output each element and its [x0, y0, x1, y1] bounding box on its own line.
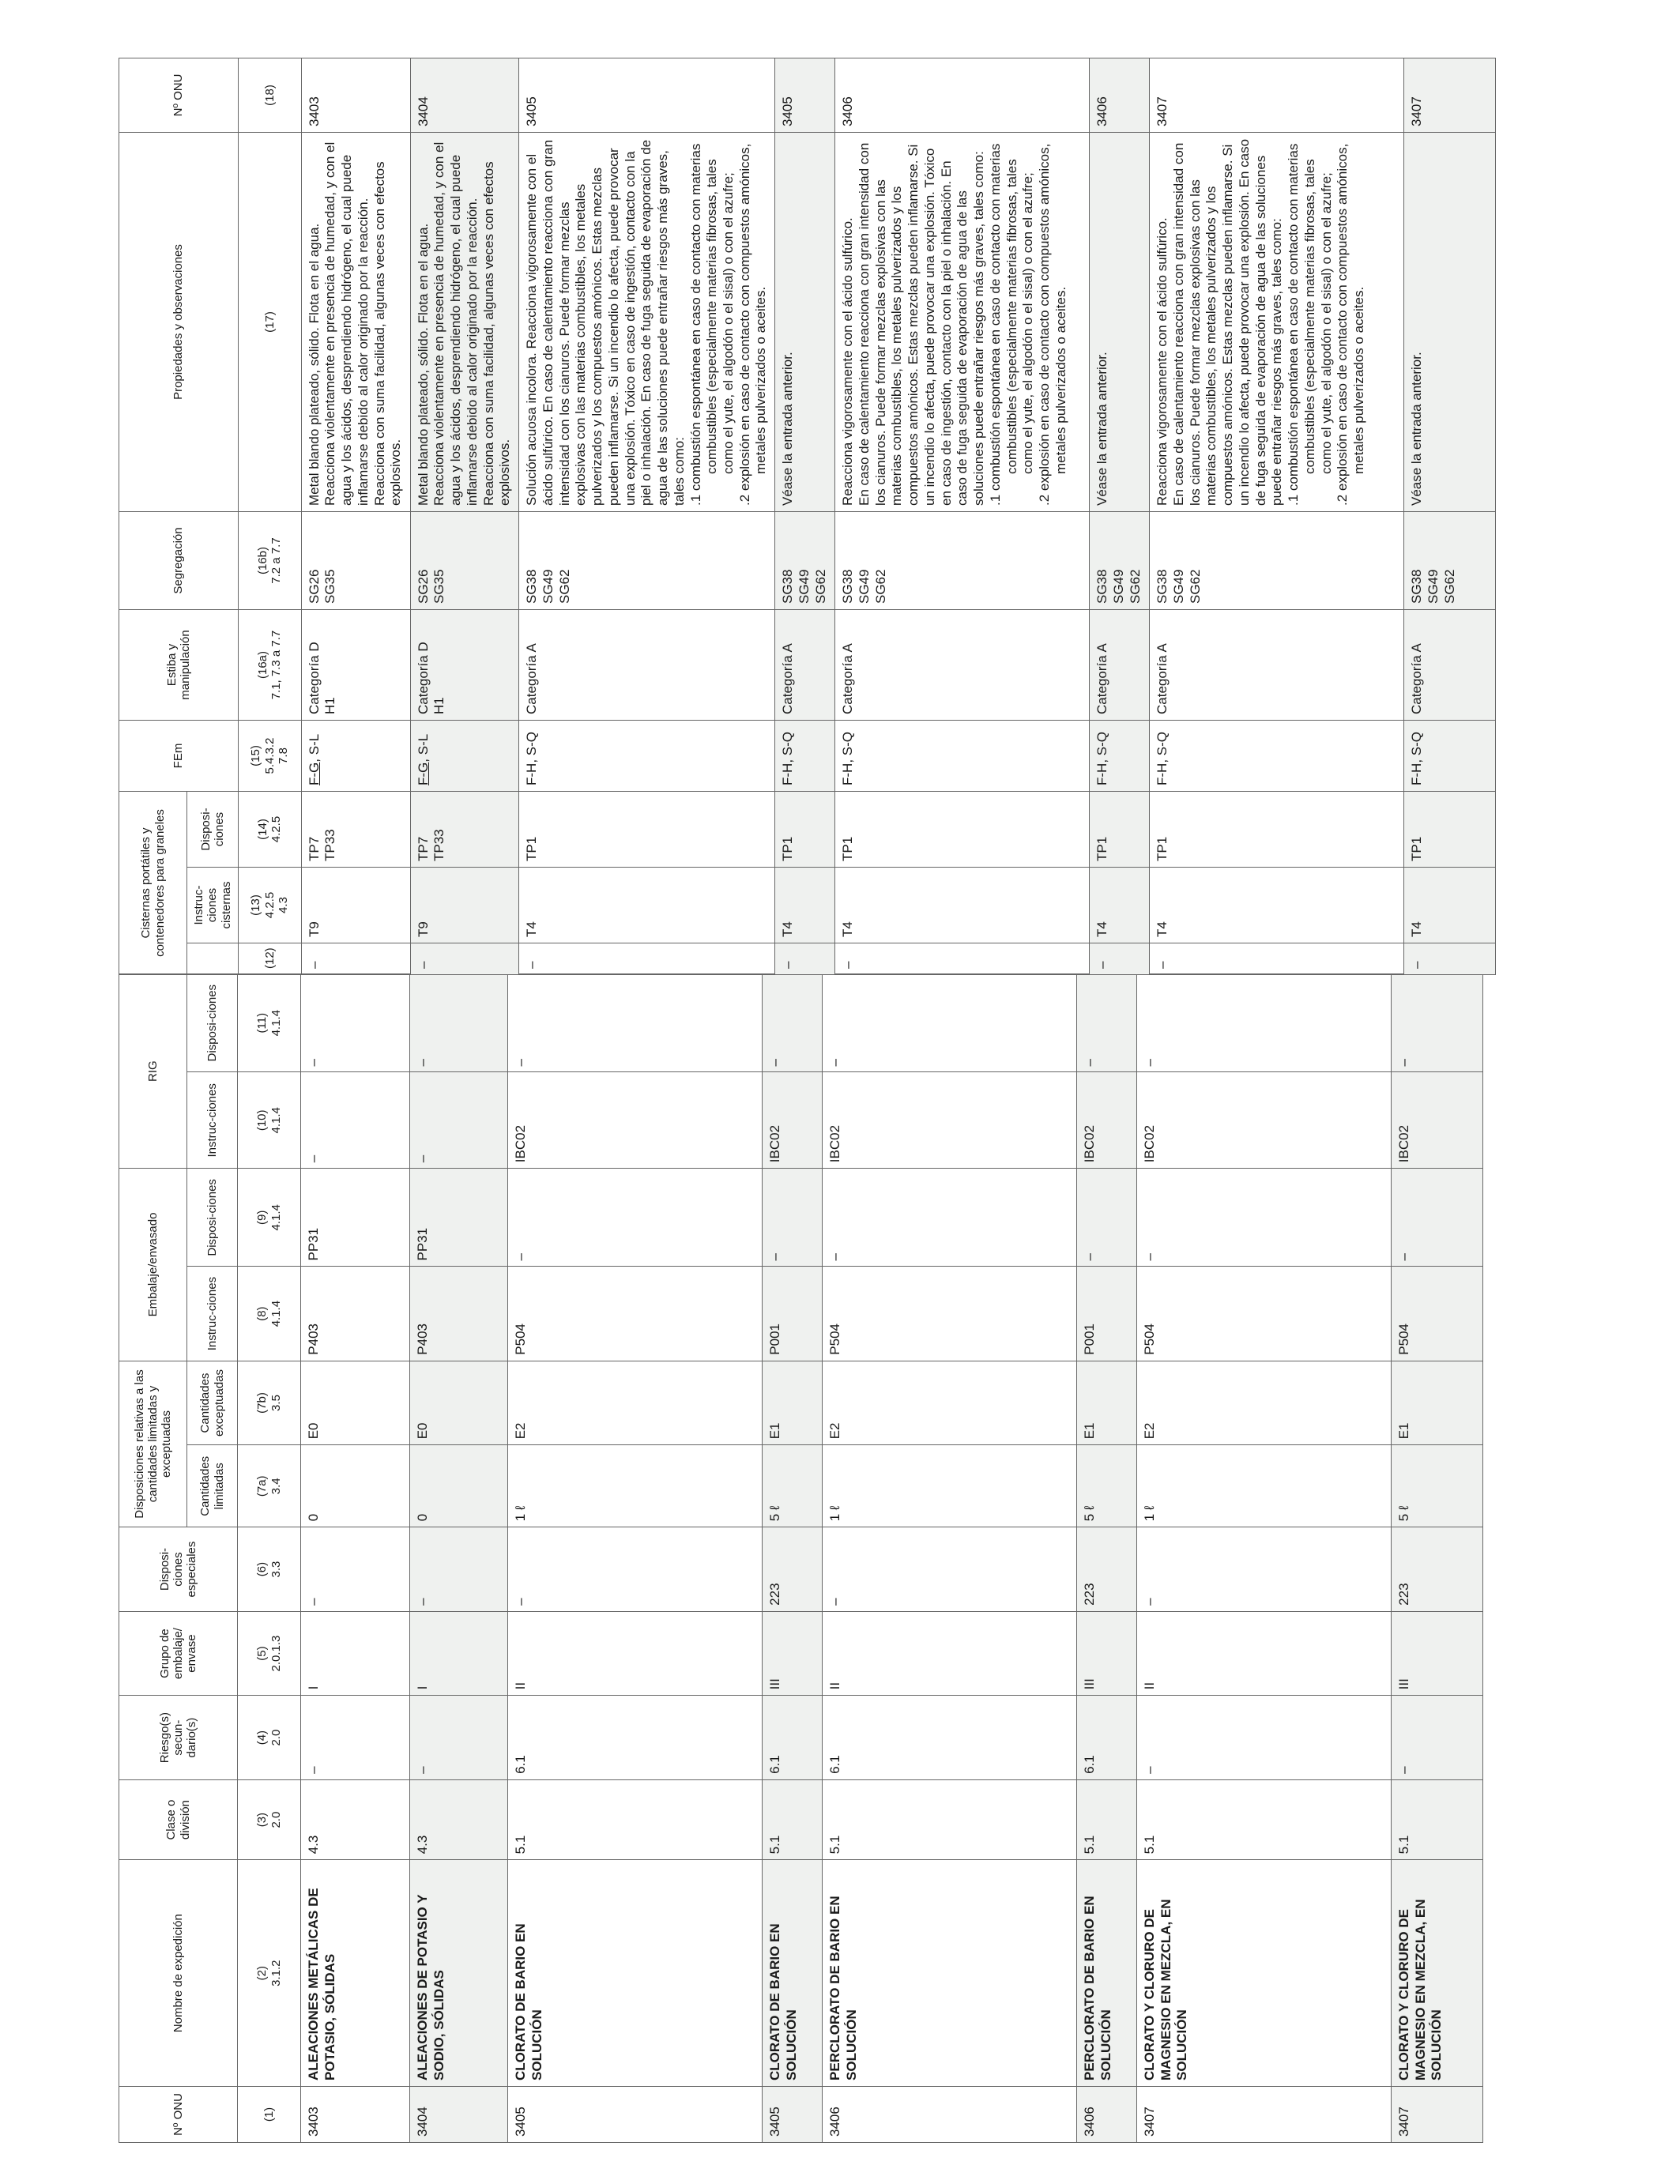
un-number-right-cell: 3405: [519, 58, 775, 133]
column-number: (9) 4.1.4: [238, 1169, 301, 1267]
segregation-cell: SG38 SG49 SG62: [835, 512, 1090, 610]
properties-cell: [301, 133, 410, 512]
ibc-instruction-cell: IBC02: [1077, 1072, 1137, 1169]
header-ibc-group: RIG: [119, 974, 187, 1169]
packing-instruction-cell: P403: [410, 1267, 508, 1361]
excepted-quantity-cell: E0: [301, 1361, 410, 1445]
column-number: (2) 3.1.2: [238, 1860, 301, 2087]
header-special-provisions: Disposi-ciones especiales: [119, 1527, 238, 1612]
packing-instruction-cell: P001: [763, 1267, 823, 1361]
packing-provision-cell: –: [508, 1169, 763, 1267]
excepted-quantity-cell: E1: [763, 1361, 823, 1445]
column-number: (7b) 3.5: [238, 1361, 301, 1445]
ibc-provision-cell: –: [1077, 974, 1137, 1072]
class-cell: 4.3: [301, 1779, 410, 1859]
properties-paragraph: En caso de calentamiento reacciona con gran intensidad con los cianuros. Puede formar mezclas explosivas con las materias combustibles, los metales pulverizados y los compuestos amónicos. Estas mezclas pueden inflamarse. Si un incendio lo afecta, puede provocar una explosión. En caso de fuga seguida de evaporación de agua de las soluciones puede entrañar riesgos más graves, tales como:: [1170, 138, 1285, 506]
ibc-instruction-cell: IBC02: [508, 1072, 763, 1169]
properties-cell: [1090, 133, 1150, 512]
subsidiary-risk-cell: 6.1: [1077, 1696, 1137, 1780]
limited-quantity-cell: 0: [301, 1445, 410, 1527]
column-number: (7a) 3.4: [238, 1445, 301, 1527]
table-row: [1090, 58, 1150, 975]
packing-provision-cell: PP31: [410, 1169, 508, 1267]
special-provisions-cell: –: [410, 1527, 508, 1612]
shipping-name-cell: CLORATO DE BARIO EN SOLUCIÓN: [508, 1860, 763, 2087]
ems-fire-code: F-G: [415, 762, 431, 785]
column-number: (16a) 7.1, 7.3 a 7.7: [238, 610, 301, 721]
column-number: (1): [238, 2086, 301, 2142]
properties-paragraph: Véase la entrada anterior.: [1409, 352, 1425, 506]
packing-provision-cell: PP31: [301, 1169, 410, 1267]
stowage-cell: Categoría A: [1090, 610, 1150, 721]
table-row: [301, 58, 410, 975]
tank-instruction-cell: T9: [301, 868, 410, 943]
column-number: (14) 4.2.5: [238, 792, 301, 868]
excepted-quantity-cell: E0: [410, 1361, 508, 1445]
packing-provision-cell: –: [1077, 1169, 1137, 1267]
properties-paragraph: .2 explosión en caso de contacto con compuestos amónicos, metales pulverizados o aceites.: [1335, 143, 1366, 506]
stowage-cell: Categoría A: [1150, 610, 1404, 721]
table-row: [410, 974, 508, 2143]
ibc-provision-cell: –: [301, 974, 410, 1072]
packing-provision-cell: –: [1392, 1169, 1483, 1267]
special-provisions-cell: 223: [763, 1527, 823, 1612]
subsidiary-risk-cell: –: [410, 1696, 508, 1780]
class-cell: 5.1: [1392, 1779, 1483, 1859]
subsidiary-risk-cell: 6.1: [508, 1696, 763, 1780]
properties-paragraph: Solución acuosa incolora. Reacciona vigorosamente con el ácido sulfúrico. En caso de calentamiento reacciona con gran intensidad con los cianuros. Puede formar mezclas explosivas con las materias combustibles, los metales pulverizados y los compuestos amónicos. Estas mezclas pueden inflamarse. Si un incendio lo afecta, puede provocar una explosión. Tóxico en caso de ingestión, contacto con la piel o inhalación. En caso de fuga seguida de evaporación de agua de las soluciones puede entrañar riesgos más graves, tales como:: [524, 139, 687, 506]
ems-cell: [1404, 721, 1496, 792]
special-provisions-cell: –: [301, 1527, 410, 1612]
packing-group-cell: I: [301, 1611, 410, 1696]
special-provisions-cell: –: [1137, 1527, 1392, 1612]
ems-spill-code: F-H, S-Q: [1094, 732, 1110, 785]
un-number-cell: 3407: [1137, 2086, 1392, 2142]
shipping-name-cell: PERCLORATO DE BARIO EN SOLUCIÓN: [823, 1860, 1077, 2087]
segregation-cell: SG38 SG49 SG62: [1150, 512, 1404, 610]
header-excepted-quantities: Cantidades exceptuadas: [187, 1361, 238, 1445]
ems-cell: [1150, 721, 1404, 792]
header-shipping-name: Nombre de expedición: [119, 1860, 238, 2087]
un-number-cell: 3407: [1392, 2086, 1483, 2142]
header-ibc-provisions: Disposi-ciones: [187, 974, 238, 1072]
class-cell: 5.1: [1077, 1779, 1137, 1859]
un-number-cell: 3405: [508, 2086, 763, 2142]
un-number-right-cell: 3406: [835, 58, 1090, 133]
segregation-cell: SG26 SG35: [301, 512, 410, 610]
column-number: (13) 4.2.5 4.3: [238, 868, 301, 943]
header-limited-quantities: Cantidades limitadas: [187, 1445, 238, 1527]
table-row: [1137, 974, 1392, 2143]
limited-quantity-cell: 1 ℓ: [823, 1445, 1077, 1527]
properties-cell: [1150, 133, 1404, 512]
un-number-cell: 3404: [410, 2086, 508, 2142]
table-row: [1150, 58, 1404, 975]
ibc-provision-cell: –: [1392, 974, 1483, 1072]
special-provisions-cell: 223: [1077, 1527, 1137, 1612]
ems-cell: [1090, 721, 1150, 792]
ems-spill-code: , S-L: [415, 733, 431, 763]
table-row: [835, 58, 1090, 975]
un-number-right-cell: 3403: [301, 58, 410, 133]
properties-paragraph: Reacciona violentamente en presencia de humedad, y con el agua y los ácidos, desprendiendo hidrógeno, el cual puede inflamarse debido al calor originado por la reacción. Reacciona con suma facilidad, algunas veces con efectos explosivos.: [431, 141, 513, 506]
properties-paragraph: .1 combustión espontánea en caso de contacto con materias combustibles (especialmente materias fibrosas, tales como el yute, el algodón o el sisal) o con el azufre;: [1286, 143, 1334, 506]
ems-fire-code: F-G: [306, 762, 322, 785]
excepted-quantity-cell: E2: [508, 1361, 763, 1445]
properties-paragraph: .1 combustión espontánea en caso de contacto con materias combustibles (especialmente materias fibrosas, tales como el yute, el algodón o el sisal) o con el azufre;: [987, 143, 1036, 506]
ems-cell: [775, 721, 835, 792]
header-un-number-right: Nº ONU: [119, 58, 239, 133]
table-row: [519, 58, 775, 975]
header-segregation: Segregación: [119, 512, 239, 610]
column-number: (16b) 7.2 a 7.7: [238, 512, 301, 610]
column-number: (3) 2.0: [238, 1779, 301, 1859]
packing-instruction-cell: P504: [1392, 1267, 1483, 1361]
tank-provision-cell: TP1: [519, 792, 775, 868]
limited-quantity-cell: 5 ℓ: [1077, 1445, 1137, 1527]
shipping-name-cell: ALEACIONES METÁLICAS DE POTASIO, SÓLIDAS: [301, 1860, 410, 2087]
header-packing-provisions: Disposi-ciones: [187, 1169, 238, 1267]
ems-cell: [301, 721, 410, 792]
table-row: [1404, 58, 1496, 975]
un-number-right-cell: 3406: [1090, 58, 1150, 133]
table-row: [1392, 974, 1483, 2143]
un-number-cell: 3405: [763, 2086, 823, 2142]
table-row: [410, 58, 518, 975]
class-cell: 5.1: [1137, 1779, 1392, 1859]
ems-spill-code: F-H, S-Q: [524, 732, 540, 785]
shipping-name-cell: ALEACIONES DE POTASIO Y SODIO, SÓLIDAS: [410, 1860, 508, 2087]
tank-blank-cell: –: [410, 943, 518, 975]
subsidiary-risk-cell: 6.1: [823, 1696, 1077, 1780]
header-limited-excepted-group: Disposiciones relativas a las cantidades limitadas y exceptuadas: [119, 1361, 187, 1527]
packing-group-cell: II: [823, 1611, 1077, 1696]
header-un-number: Nº ONU: [119, 2086, 238, 2142]
properties-paragraph: Véase la entrada anterior.: [1094, 352, 1110, 506]
ibc-provision-cell: –: [763, 974, 823, 1072]
tank-blank-cell: –: [519, 943, 775, 975]
ems-spill-code: F-H, S-Q: [780, 732, 796, 785]
class-cell: 5.1: [763, 1779, 823, 1859]
table-row: [1077, 974, 1137, 2143]
packing-group-cell: III: [1392, 1611, 1483, 1696]
tank-provision-cell: TP1: [1404, 792, 1496, 868]
un-number-cell: 3406: [1077, 2086, 1137, 2142]
properties-paragraph: .2 explosión en caso de contacto con compuestos amónicos, metales pulverizados o aceites.: [736, 143, 769, 506]
limited-quantity-cell: 1 ℓ: [508, 1445, 763, 1527]
excepted-quantity-cell: E2: [823, 1361, 1077, 1445]
segregation-cell: SG38 SG49 SG62: [775, 512, 835, 610]
packing-group-cell: I: [410, 1611, 508, 1696]
header-stowage: Estiba y manipulación: [119, 610, 239, 721]
un-number-right-cell: 3405: [775, 58, 835, 133]
properties-paragraph: Metal blando plateado, sólido. Flota en el agua.: [306, 223, 322, 506]
column-number: (8) 4.1.4: [238, 1267, 301, 1361]
packing-group-cell: III: [763, 1611, 823, 1696]
header-subsidiary-risk: Riesgo(s) secun-dario(s): [119, 1696, 238, 1780]
column-number: (12): [238, 943, 301, 975]
ems-spill-code: , S-L: [306, 733, 322, 763]
packing-provision-cell: –: [1137, 1169, 1392, 1267]
header-packing-group: Grupo de embalaje/ envase: [119, 1611, 238, 1696]
tank-provision-cell: TP1: [1090, 792, 1150, 868]
properties-cell: [775, 133, 835, 512]
limited-quantity-cell: 5 ℓ: [1392, 1445, 1483, 1527]
column-number: (6) 3.3: [238, 1527, 301, 1612]
properties-paragraph: Reacciona vigorosamente con el ácido sulfúrico.: [1155, 217, 1170, 506]
special-provisions-cell: –: [508, 1527, 763, 1612]
tank-provision-cell: TP7 TP33: [410, 792, 518, 868]
packing-group-cell: II: [508, 1611, 763, 1696]
table-row: [763, 974, 823, 2143]
class-cell: 5.1: [823, 1779, 1077, 1859]
header-ems: FEm: [119, 721, 239, 792]
header-class: Clase o división: [119, 1779, 238, 1859]
column-number: (4) 2.0: [238, 1696, 301, 1780]
limited-quantity-cell: 0: [410, 1445, 508, 1527]
stowage-cell: Categoría A: [835, 610, 1090, 721]
column-number: (18): [238, 58, 301, 133]
excepted-quantity-cell: E1: [1077, 1361, 1137, 1445]
table-row: [508, 974, 763, 2143]
class-cell: 5.1: [508, 1779, 763, 1859]
stowage-cell: Categoría A: [519, 610, 775, 721]
column-number: (10) 4.1.4: [238, 1072, 301, 1169]
packing-instruction-cell: P403: [301, 1267, 410, 1361]
packing-group-cell: III: [1077, 1611, 1137, 1696]
tank-blank-cell: –: [775, 943, 835, 975]
header-tank-group: Cisternas portátiles y contenedores para graneles: [119, 792, 187, 975]
table-row: [301, 974, 410, 2143]
tank-provision-cell: TP7 TP33: [301, 792, 410, 868]
tank-blank-cell: –: [1404, 943, 1496, 975]
ibc-instruction-cell: –: [301, 1072, 410, 1169]
column-number: (15) 5.4.3.2 7.8: [238, 721, 301, 792]
stowage-cell: Categoría D H1: [301, 610, 410, 721]
header-tank-instructions: Instruc-ciones cisternas: [187, 868, 239, 943]
subsidiary-risk-cell: –: [1137, 1696, 1392, 1780]
ems-cell: [519, 721, 775, 792]
header-blank-12: [187, 943, 239, 975]
limited-quantity-cell: 5 ℓ: [763, 1445, 823, 1527]
header-tank-provisions: Disposi-ciones: [187, 792, 239, 868]
tank-blank-cell: –: [835, 943, 1090, 975]
tank-instruction-cell: T4: [775, 868, 835, 943]
packing-group-cell: II: [1137, 1611, 1392, 1696]
tank-instruction-cell: T4: [1150, 868, 1404, 943]
special-provisions-cell: 223: [1392, 1527, 1483, 1612]
column-number: (17): [238, 133, 301, 512]
tank-instruction-cell: T4: [1404, 868, 1496, 943]
shipping-name-cell: PERCLORATO DE BARIO EN SOLUCIÓN: [1077, 1860, 1137, 2087]
subsidiary-risk-cell: –: [1392, 1696, 1483, 1780]
properties-paragraph: .1 combustión espontánea en caso de contacto con materias combustibles (especialmente materias fibrosas, tales como el yute, el algodón o el sisal) o con el azufre;: [687, 143, 736, 506]
ibc-provision-cell: –: [823, 974, 1077, 1072]
limited-quantity-cell: 1 ℓ: [1137, 1445, 1392, 1527]
subsidiary-risk-cell: –: [301, 1696, 410, 1780]
excepted-quantity-cell: E1: [1392, 1361, 1483, 1445]
header-properties: Propiedades y observaciones: [119, 133, 239, 512]
packing-provision-cell: –: [823, 1169, 1077, 1267]
un-number-right-cell: 3404: [410, 58, 518, 133]
segregation-cell: SG26 SG35: [410, 512, 518, 610]
tank-blank-cell: –: [301, 943, 410, 975]
properties-paragraph: .2 explosión en caso de contacto con compuestos amónicos, metales pulverizados o aceites.: [1036, 143, 1068, 506]
stowage-cell: Categoría A: [1404, 610, 1496, 721]
tank-instruction-cell: T4: [1090, 868, 1150, 943]
table-row: [823, 974, 1077, 2143]
tank-instruction-cell: T9: [410, 868, 518, 943]
shipping-name-cell: CLORATO DE BARIO EN SOLUCIÓN: [763, 1860, 823, 2087]
packing-instruction-cell: P504: [823, 1267, 1077, 1361]
ibc-instruction-cell: IBC02: [763, 1072, 823, 1169]
dangerous-goods-table-right: [119, 58, 1496, 975]
properties-cell: [519, 133, 775, 512]
properties-cell: [410, 133, 518, 512]
excepted-quantity-cell: E2: [1137, 1361, 1392, 1445]
ibc-instruction-cell: IBC02: [1137, 1072, 1392, 1169]
tank-blank-cell: –: [1090, 943, 1150, 975]
un-number-right-cell: 3407: [1150, 58, 1404, 133]
packing-instruction-cell: P504: [1137, 1267, 1392, 1361]
tank-provision-cell: TP1: [1150, 792, 1404, 868]
shipping-name-cell: CLORATO Y CLORURO DE MAGNESIO EN MEZCLA, EN SOLUCIÓN: [1137, 1860, 1392, 2087]
ems-cell: [410, 721, 518, 792]
column-number: (11) 4.1.4: [238, 974, 301, 1072]
special-provisions-cell: –: [823, 1527, 1077, 1612]
ibc-instruction-cell: IBC02: [1392, 1072, 1483, 1169]
segregation-cell: SG38 SG49 SG62: [1404, 512, 1496, 610]
header-packing-group-label: Embalaje/envasado: [119, 1169, 187, 1361]
packing-instruction-cell: P504: [508, 1267, 763, 1361]
tank-provision-cell: TP1: [775, 792, 835, 868]
ibc-provision-cell: –: [508, 974, 763, 1072]
un-number-cell: 3403: [301, 2086, 410, 2142]
ems-spill-code: F-H, S-Q: [840, 732, 856, 785]
subsidiary-risk-cell: 6.1: [763, 1696, 823, 1780]
un-number-right-cell: 3407: [1404, 58, 1496, 133]
properties-cell: [835, 133, 1090, 512]
header-packing-instructions: Instruc-ciones: [187, 1267, 238, 1361]
ems-spill-code: F-H, S-Q: [1155, 732, 1170, 785]
stowage-cell: Categoría D H1: [410, 610, 518, 721]
shipping-name-cell: CLORATO Y CLORURO DE MAGNESIO EN MEZCLA, EN SOLUCIÓN: [1392, 1860, 1483, 2087]
column-number: (5) 2.0.1.3: [238, 1611, 301, 1696]
header-ibc-instructions: Instruc-ciones: [187, 1072, 238, 1169]
dangerous-goods-table-left: [119, 973, 1483, 2143]
ibc-provision-cell: –: [410, 974, 508, 1072]
ibc-provision-cell: –: [1137, 974, 1392, 1072]
ems-spill-code: F-H, S-Q: [1409, 732, 1425, 785]
properties-paragraph: Metal blando plateado, sólido. Flota en el agua.: [415, 223, 431, 506]
properties-paragraph: En caso de calentamiento reacciona con gran intensidad con los cianuros. Puede formar mezclas explosivas con las materias combustibles, los metales pulverizados y los compuestos amónicos. Estas mezclas pueden inflamarse. Si un incendio lo afecta, puede provocar una explosión. Tóxico en caso de ingestión, contacto con la piel o inhalación. En caso de fuga seguida de evaporación de agua de las soluciones puede entrañar riesgos más graves, tales como:: [856, 142, 987, 506]
table-row: [775, 58, 835, 975]
ibc-instruction-cell: IBC02: [823, 1072, 1077, 1169]
ems-cell: [835, 721, 1090, 792]
properties-cell: [1404, 133, 1496, 512]
tank-instruction-cell: T4: [835, 868, 1090, 943]
tank-instruction-cell: T4: [519, 868, 775, 943]
stowage-cell: Categoría A: [775, 610, 835, 721]
ibc-instruction-cell: –: [410, 1072, 508, 1169]
properties-paragraph: Véase la entrada anterior.: [780, 352, 796, 506]
packing-instruction-cell: P001: [1077, 1267, 1137, 1361]
tank-provision-cell: TP1: [835, 792, 1090, 868]
un-number-cell: 3406: [823, 2086, 1077, 2142]
class-cell: 4.3: [410, 1779, 508, 1859]
segregation-cell: SG38 SG49 SG62: [519, 512, 775, 610]
segregation-cell: SG38 SG49 SG62: [1090, 512, 1150, 610]
properties-paragraph: Reacciona violentamente en presencia de humedad, y con el agua y los ácidos, desprendiendo hidrógeno, el cual puede inflamarse debido al calor originado por la reacción. Reacciona con suma facilidad, algunas veces con efectos explosivos.: [322, 141, 404, 506]
properties-paragraph: Reacciona vigorosamente con el ácido sulfúrico.: [840, 217, 856, 506]
tank-blank-cell: –: [1150, 943, 1404, 975]
packing-provision-cell: –: [763, 1169, 823, 1267]
